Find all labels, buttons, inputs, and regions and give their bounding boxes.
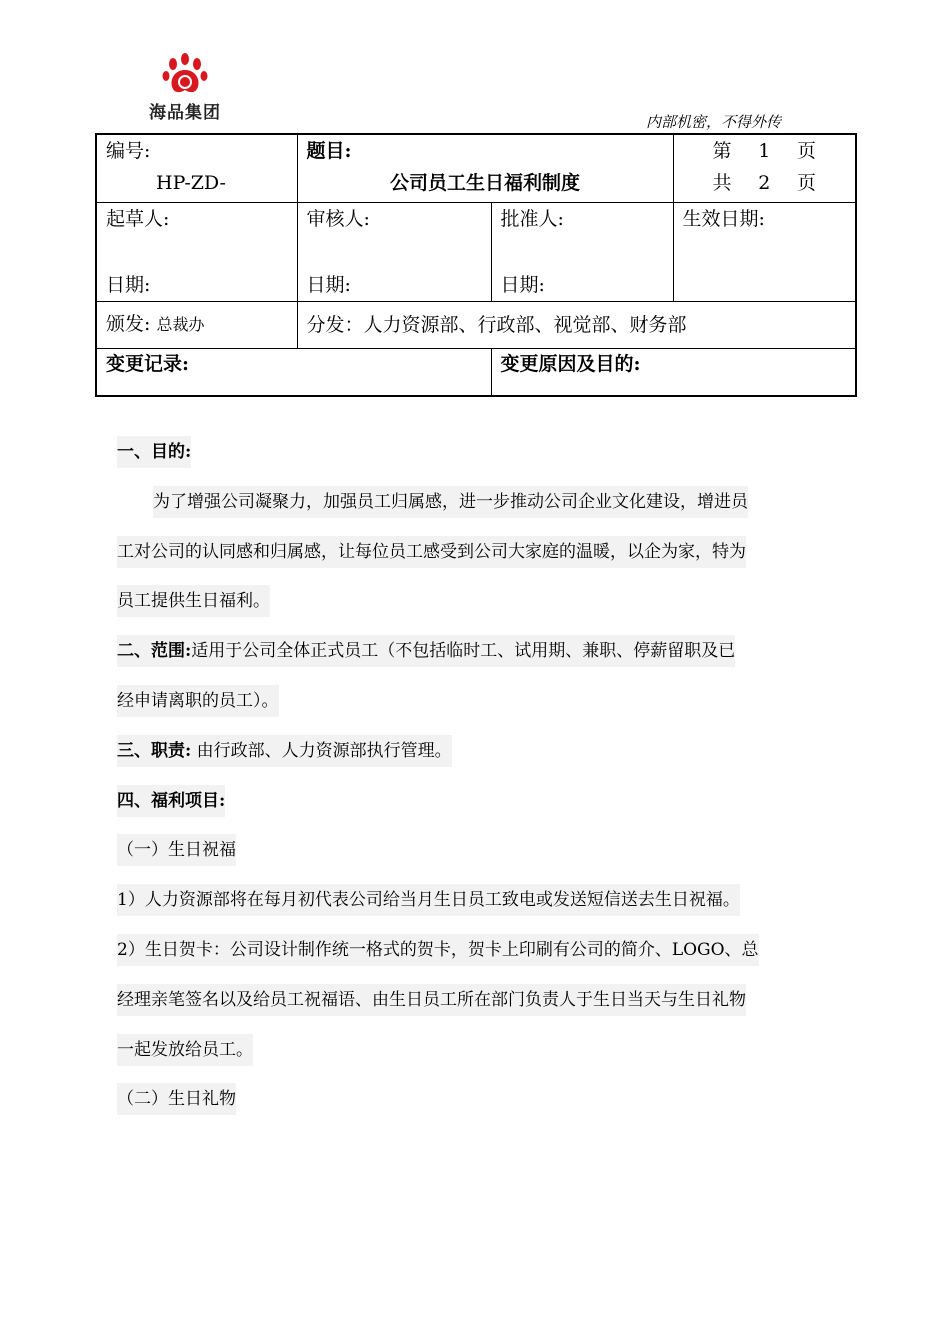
change-reason-cell: [491, 348, 856, 396]
confidential-notice: 内部机密，不得外传: [646, 113, 782, 131]
item-2-line-1: 2）生日贺卡：公司设计制作统一格式的贺卡，贺卡上印刷有公司的简介、LOGO、总: [117, 934, 759, 966]
distribution-text: 分发：人力资源部、行政部、视觉部、财务部: [306, 313, 687, 336]
title-label: 题目:: [306, 140, 352, 162]
section-1-line-2: 工对公司的认同感和归属感，让每位员工感受到公司大家庭的温暖，以企为家，特为: [117, 536, 746, 568]
issuer-value: 总裁办: [156, 315, 205, 334]
item-1: 1）人力资源部将在每月初代表公司给当月生日员工致电或发送短信送去生日祝福。: [117, 884, 740, 916]
effective-date-cell: [673, 202, 856, 301]
total-label-a: 共: [712, 172, 732, 194]
section-1-title: 一、目的:: [117, 436, 191, 468]
company-logo: [140, 52, 230, 122]
issuer-label: 颁发:: [106, 313, 151, 335]
section-3-title: 三、职责:: [117, 735, 191, 767]
reviewer-date-label: 日期:: [306, 273, 351, 296]
document-title: 公司员工生日福利制度: [390, 172, 581, 194]
approver-date-label: 日期:: [500, 273, 545, 296]
page-total: 2: [758, 172, 771, 194]
change-reason-label: 变更原因及目的:: [500, 352, 641, 375]
reviewer-cell: [297, 202, 491, 301]
section-3-text: 由行政部、人力资源部执行管理。: [191, 735, 451, 767]
change-record-label: 变更记录:: [106, 352, 190, 375]
page-cell: [673, 134, 856, 202]
total-label-b: 页: [797, 172, 817, 194]
page-label-a: 第: [712, 140, 732, 162]
change-record-cell: [96, 348, 491, 396]
title-cell: [297, 134, 673, 202]
distribution-cell: [297, 301, 856, 348]
number-label: 编号:: [106, 140, 151, 162]
section-1-line-1: 为了增强公司凝聚力，加强员工归属感，进一步推动公司企业文化建设，增进员: [153, 486, 748, 518]
section-2-line-1: 适用于公司全体正式员工（不包括临时工、试用期、兼职、停薪留职及已: [191, 635, 735, 667]
section-4-title: 四、福利项目:: [117, 785, 225, 817]
section-2-title: 二、范围:: [117, 635, 191, 667]
page-label-b: 页: [797, 140, 817, 162]
reviewer-label: 审核人:: [306, 207, 370, 230]
effective-date-label: 生效日期:: [682, 207, 765, 230]
document-body: [117, 428, 837, 1125]
issuer-cell: [96, 301, 297, 348]
subsection-1-title: （一）生日祝福: [117, 834, 236, 866]
page-current: 1: [758, 140, 771, 162]
drafter-label: 起草人:: [106, 207, 170, 230]
drafter-date-label: 日期:: [106, 273, 151, 296]
approver-cell: [491, 202, 673, 301]
number-cell: [96, 134, 297, 202]
paw-logo-icon: [140, 52, 230, 100]
item-2-line-2: 经理亲笔签名以及给员工祝福语、由生日员工所在部门负责人于生日当天与生日礼物: [117, 984, 746, 1016]
subsection-2-title: （二）生日礼物: [117, 1083, 236, 1115]
section-1-line-3: 员工提供生日福利。: [117, 585, 270, 617]
item-2-line-3: 一起发放给员工。: [117, 1034, 253, 1066]
logo-text: 海品集团: [149, 103, 221, 123]
approver-label: 批准人:: [500, 207, 564, 230]
number-value: HP-ZD-: [156, 172, 226, 194]
document-header-table: [95, 133, 857, 397]
drafter-cell: [96, 202, 297, 301]
section-2-line-2: 经申请离职的员工）。: [117, 685, 279, 717]
